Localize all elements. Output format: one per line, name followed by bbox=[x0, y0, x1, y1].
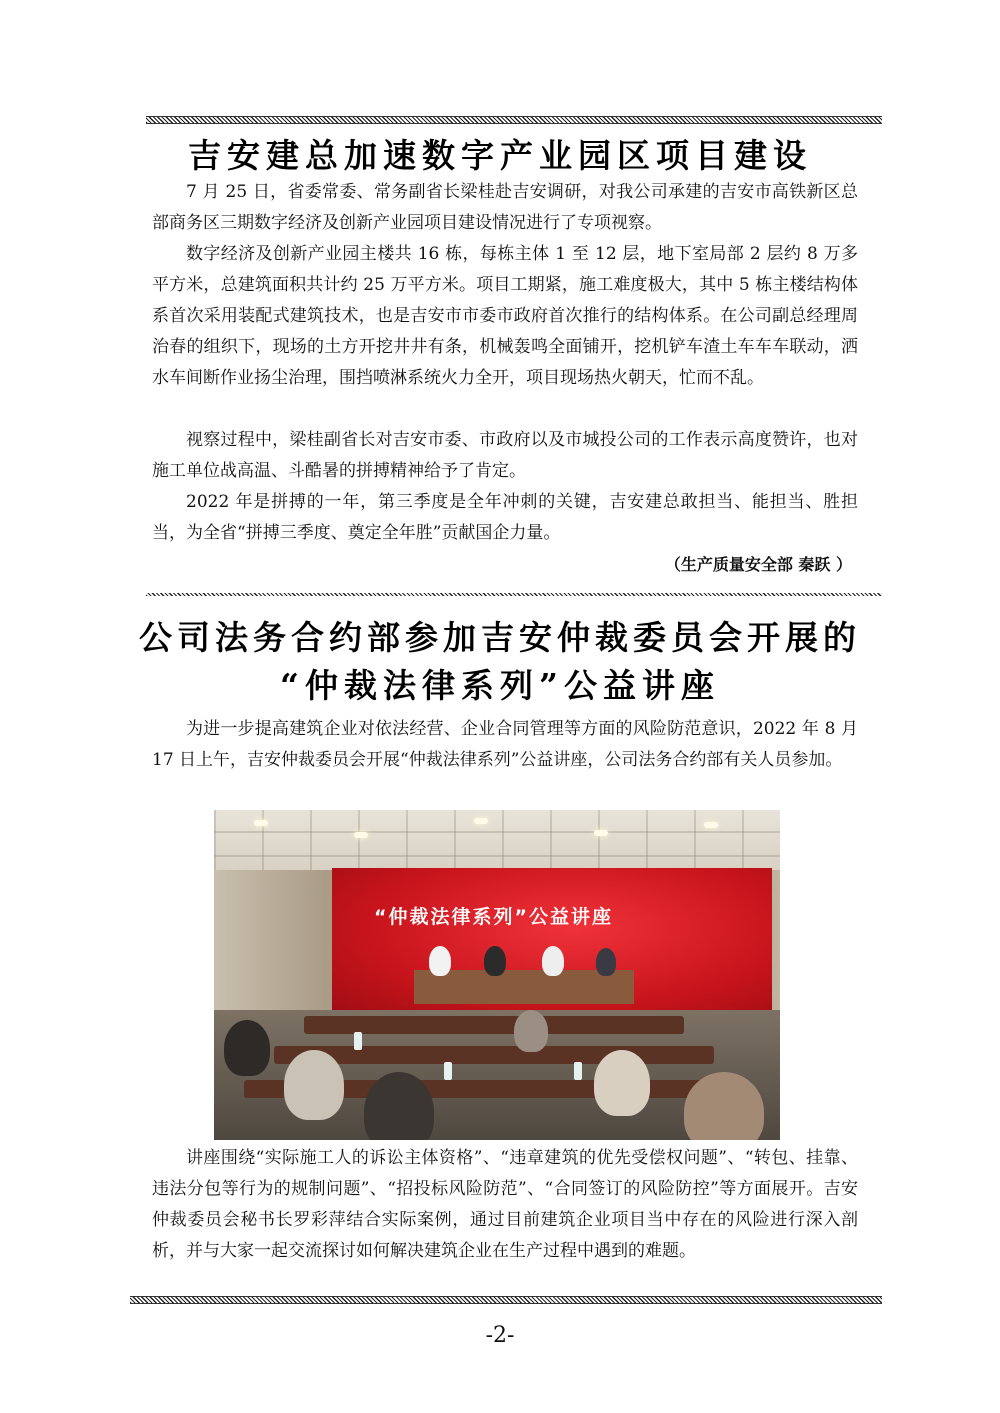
ceiling-lamp bbox=[594, 830, 608, 836]
speaker bbox=[429, 946, 451, 976]
speaker bbox=[484, 946, 506, 976]
article2-title-line1: 公司法务合约部参加吉安仲裁委员会开展的 bbox=[139, 618, 861, 657]
speaker bbox=[542, 946, 564, 976]
article1-paragraph-4: 2022 年是拼搏的一年，第三季度是全年冲刺的关键，吉安建总敢担当、能担当、胜担当，为全省“拼搏三季度、奠定全年胜”贡献国企力量。 bbox=[152, 492, 858, 543]
article2-intro: 为进一步提高建筑企业对依法经营、企业合同管理等方面的风险防范意识，2022 年 8 月 17 日上午，吉安仲裁委员会开展“仲裁法律系列”公益讲座，公司法务合约部有关人员参加。 bbox=[152, 719, 858, 770]
audience-member bbox=[284, 1050, 344, 1120]
top-divider bbox=[146, 116, 882, 124]
article1-paragraph-1: 7 月 25 日，省委常委、常务副省长梁桂赴吉安调研，对我公司承建的吉安市高铁新区总部商务区三期数字经济及创新产业园项目建设情况进行了专项视察。 bbox=[152, 182, 858, 233]
ceiling-lamp bbox=[704, 822, 718, 828]
water-bottle bbox=[354, 1032, 362, 1050]
ceiling-lamp bbox=[354, 832, 368, 838]
bottom-divider bbox=[130, 1296, 882, 1304]
chair-row bbox=[274, 1046, 714, 1064]
article2-body: 讲座围绕“实际施工人的诉讼主体资格”、“违章建筑的优先受偿权问题”、“转包、挂靠、违法分包等行为的规制问题”、“招投标风险防范”、“合同签订的风险防控”等方面展开。吉安仲裁委员会秘书长罗彩萍结合实际案例，通过目前建筑企业项目当中存在的风险进行深入剖析，并与大家一起交流探讨如何解决建筑企业在生产过程中遇到的难题。 bbox=[152, 1148, 858, 1261]
page-number: -2- bbox=[485, 1323, 515, 1348]
audience-member bbox=[594, 1050, 650, 1116]
lecture-photo bbox=[214, 810, 780, 1140]
ceiling-lamp bbox=[254, 820, 268, 826]
water-bottle bbox=[574, 1062, 582, 1080]
article1-byline: （生产质量安全部 秦跃 ） bbox=[664, 555, 852, 574]
article1-paragraph-3: 视察过程中，梁桂副省长对吉安市委、市政府以及市城投公司的工作表示高度赞许，也对施工单位战高温、斗酷暑的拼搏精神给予了肯定。 bbox=[152, 430, 858, 481]
audience-member bbox=[514, 1010, 548, 1052]
speaker bbox=[596, 948, 616, 976]
audience-member bbox=[224, 1020, 270, 1076]
photo-screen-text: “仲裁法律系列”公益讲座 bbox=[374, 906, 613, 928]
article2-title-line2: “仲裁法律系列”公益讲座 bbox=[280, 666, 720, 705]
article1-title: 吉安建总加速数字产业园区项目建设 bbox=[188, 136, 812, 175]
article1-paragraph-2: 数字经济及创新产业园主楼共 16 栋，每栋主体 1 至 12 层，地下室局部 2 层约 8 万多平方米，总建筑面积共计约 25 万平方米。项目工期紧，施工难度极大，其中 5 栋主楼结构体系首次采用装配式建筑技术，也是吉安市市委市政府首次推行的结构体系。在公司副总经理周治春的组织下，现场的土方开挖井井有条，机械轰鸣全面铺开，挖机铲车渣土车车车联动，洒水车间断作业扬尘治理，围挡喷淋系统火力全开，项目现场热火朝天，忙而不乱。 bbox=[152, 244, 858, 388]
ceiling-lamp bbox=[474, 818, 488, 824]
water-bottle bbox=[444, 1062, 452, 1080]
middle-divider bbox=[146, 593, 882, 596]
